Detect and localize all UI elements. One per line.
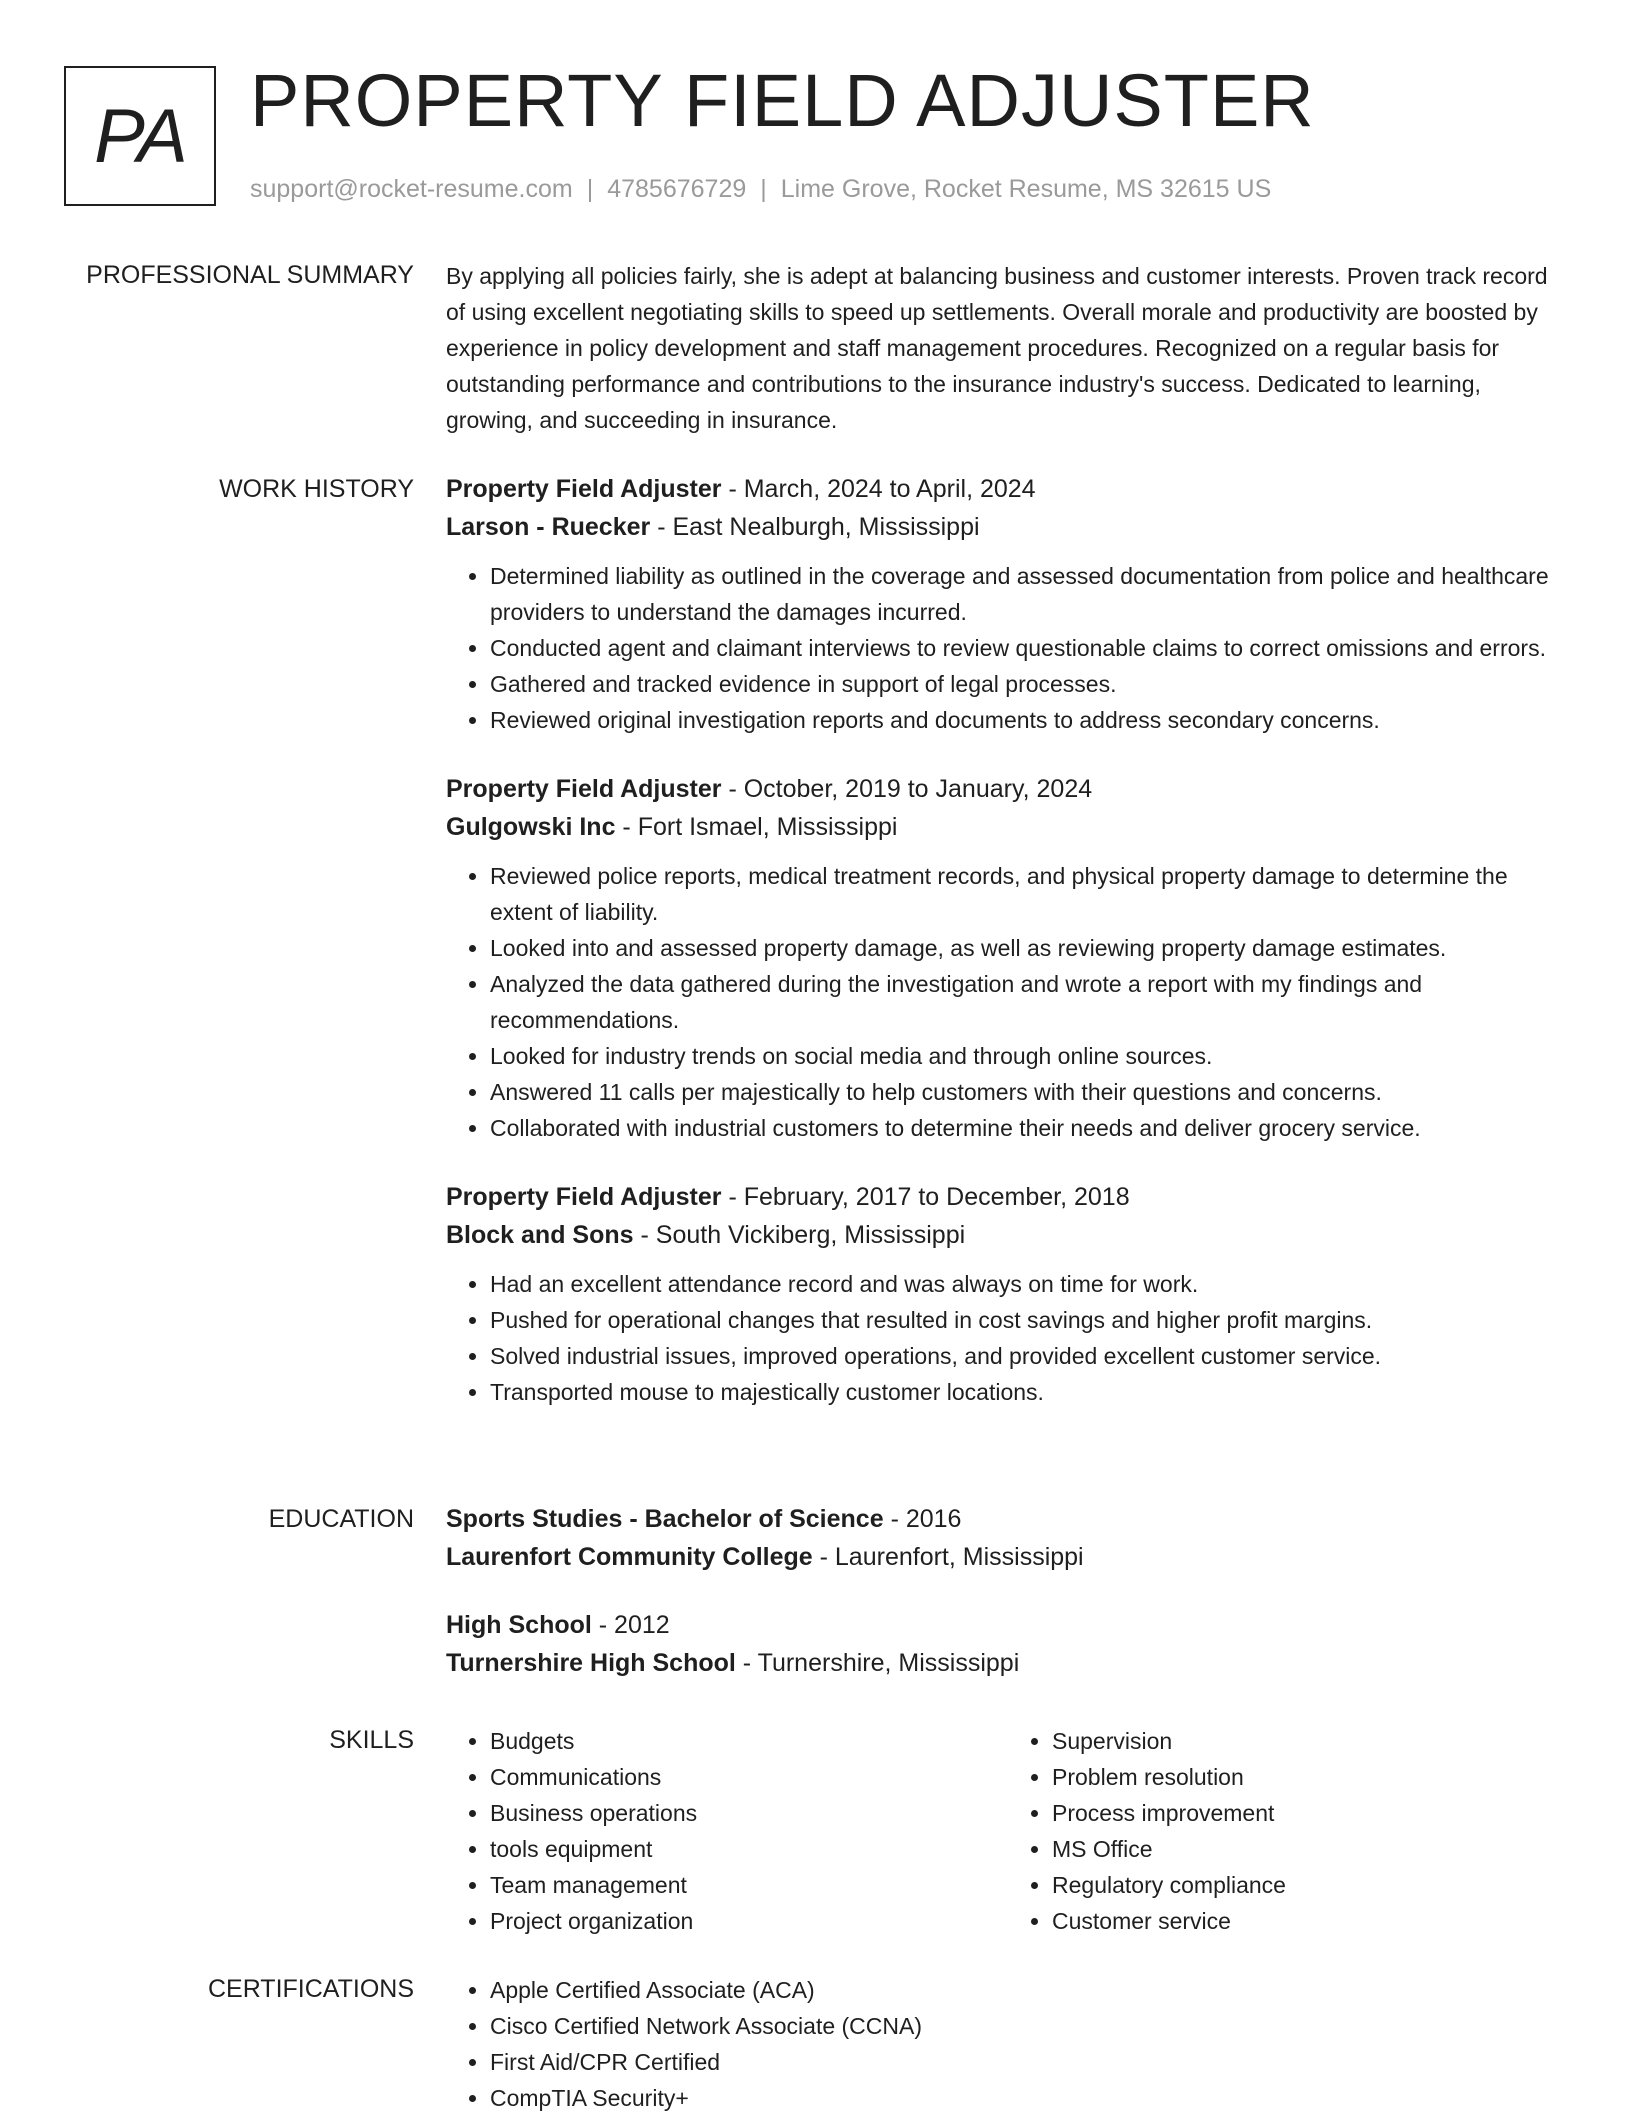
graduation-year: - 2016 — [883, 1505, 962, 1533]
job-dates: - October, 2019 to January, 2024 — [721, 775, 1093, 803]
job-company: Block and Sons — [446, 1221, 634, 1249]
contact-address: Lime Grove, Rocket Resume, MS 32615 US — [780, 175, 1272, 203]
list-item: • Solved industrial issues, improved operations, and provided excellent customer service. — [490, 1338, 1570, 1374]
list-item: • Team management — [490, 1867, 1008, 1903]
skills-list-left — [446, 1723, 1008, 1939]
job-dates: - February, 2017 to December, 2018 — [721, 1183, 1130, 1211]
list-item: • Gathered and tracked evidence in support of legal processes. — [490, 666, 1570, 702]
list-item: • tools equipment — [490, 1831, 1008, 1867]
contact-separator: | — [760, 175, 767, 203]
school-location: - Laurenfort, Mississippi — [812, 1543, 1084, 1571]
job-entry — [446, 470, 1570, 738]
list-item: • MS Office — [1052, 1831, 1570, 1867]
list-item: • Had an excellent attendance record and was always on time for work. — [490, 1266, 1570, 1302]
certifications-list — [446, 1972, 1570, 2116]
list-item: • Communications — [490, 1759, 1008, 1795]
job-entry — [446, 770, 1570, 1146]
list-item: • Collaborated with industrial customers to determine their needs and deliver grocery service. — [490, 1110, 1570, 1146]
job-company: Larson - Ruecker — [446, 513, 651, 541]
degree: Sports Studies - Bachelor of Science — [446, 1505, 884, 1533]
list-item: • Process improvement — [1052, 1795, 1570, 1831]
degree: High School — [446, 1611, 592, 1639]
section-label-certifications: CERTIFICATIONS — [207, 1975, 414, 2003]
list-item: • Reviewed police reports, medical treatment records, and physical property damage to determine the extent of liability. — [490, 858, 1570, 930]
list-item: • Project organization — [490, 1903, 1008, 1939]
job-title-line — [446, 1178, 1570, 1216]
contact-line — [250, 174, 1271, 204]
list-item: • Conducted agent and claimant interviews to review questionable claims to correct omissions and errors. — [490, 630, 1570, 666]
graduation-year: - 2012 — [591, 1611, 670, 1639]
school-line — [446, 1538, 1570, 1576]
job-title: Property Field Adjuster — [446, 775, 722, 803]
school-location: - Turnershire, Mississippi — [735, 1649, 1020, 1677]
section-label-summary: PROFESSIONAL SUMMARY — [86, 261, 414, 289]
contact-phone: 4785676729 — [607, 175, 747, 203]
job-location: - South Vickiberg, Mississippi — [633, 1221, 966, 1249]
job-bullets — [446, 858, 1570, 1146]
job-company-line — [446, 1216, 1570, 1254]
list-item: • Apple Certified Associate (ACA) — [490, 1972, 1570, 2008]
degree-line — [446, 1500, 1570, 1538]
section-label-work-history: WORK HISTORY — [219, 475, 414, 503]
list-item: • CompTIA Security+ — [490, 2080, 1570, 2116]
list-item: • Supervision — [1052, 1723, 1570, 1759]
school-name: Laurenfort Community College — [446, 1543, 813, 1571]
list-item: • Transported mouse to majestically customer locations. — [490, 1374, 1570, 1410]
list-item: • Customer service — [1052, 1903, 1570, 1939]
education-entry — [446, 1606, 1570, 1682]
job-title-line — [446, 770, 1570, 808]
skills-list-right — [1008, 1723, 1570, 1939]
list-item: • Business operations — [490, 1795, 1008, 1831]
list-item: • First Aid/CPR Certified — [490, 2044, 1570, 2080]
job-title: Property Field Adjuster — [446, 1183, 722, 1211]
section-label-skills: SKILLS — [329, 1726, 414, 1754]
education-entry — [446, 1500, 1570, 1576]
list-item: • Analyzed the data gathered during the investigation and wrote a report with my findings and recommendations. — [490, 966, 1570, 1038]
job-location: - Fort Ismael, Mississippi — [615, 813, 898, 841]
skills-columns — [446, 1723, 1570, 1939]
job-company: Gulgowski Inc — [446, 813, 616, 841]
list-item: • Answered 11 calls per majestically to help customers with their questions and concerns. — [490, 1074, 1570, 1110]
summary-text: By applying all policies fairly, she is adept at balancing business and customer interests. Proven track record of using excellent negotiating skills to speed up settlements. Overall morale and productivity are boosted by experience in policy development and staff management procedures. Recognized on a regular basis for outstanding performance and contributions to the insurance industry's success. Dedicated to learning, growing, and succeeding in insurance. — [446, 263, 1548, 433]
contact-separator: | — [586, 175, 594, 203]
job-dates: - March, 2024 to April, 2024 — [721, 475, 1036, 503]
contact-email: support@rocket-resume.com — [250, 175, 573, 203]
list-item: • Determined liability as outlined in the coverage and assessed documentation from police and healthcare providers to understand the damages incurred. — [490, 558, 1570, 630]
degree-line — [446, 1606, 1570, 1644]
list-item: • Looked for industry trends on social media and through online sources. — [490, 1038, 1570, 1074]
school-line — [446, 1644, 1570, 1682]
job-bullets — [446, 1266, 1570, 1410]
job-entry — [446, 1178, 1570, 1410]
list-item: • Regulatory compliance — [1052, 1867, 1570, 1903]
job-company-line — [446, 508, 1570, 546]
page-title: PROPERTY FIELD ADJUSTER — [250, 59, 1315, 142]
list-item: • Pushed for operational changes that resulted in cost savings and higher profit margins. — [490, 1302, 1570, 1338]
school-name: Turnershire High School — [446, 1649, 736, 1677]
list-item: • Cisco Certified Network Associate (CCNA) — [490, 2008, 1570, 2044]
job-company-line — [446, 808, 1570, 846]
job-title: Property Field Adjuster — [446, 475, 722, 503]
section-label-education: EDUCATION — [268, 1505, 414, 1533]
list-item: • Looked into and assessed property damage, as well as reviewing property damage estimates. — [490, 930, 1570, 966]
monogram-logo: PA — [64, 66, 216, 206]
list-item: • Problem resolution — [1052, 1759, 1570, 1795]
job-title-line — [446, 470, 1570, 508]
job-bullets — [446, 558, 1570, 738]
list-item: • Reviewed original investigation reports and documents to address secondary concerns. — [490, 702, 1570, 738]
list-item: • Budgets — [490, 1723, 1008, 1759]
job-location: - East Nealburgh, Mississippi — [650, 513, 980, 541]
